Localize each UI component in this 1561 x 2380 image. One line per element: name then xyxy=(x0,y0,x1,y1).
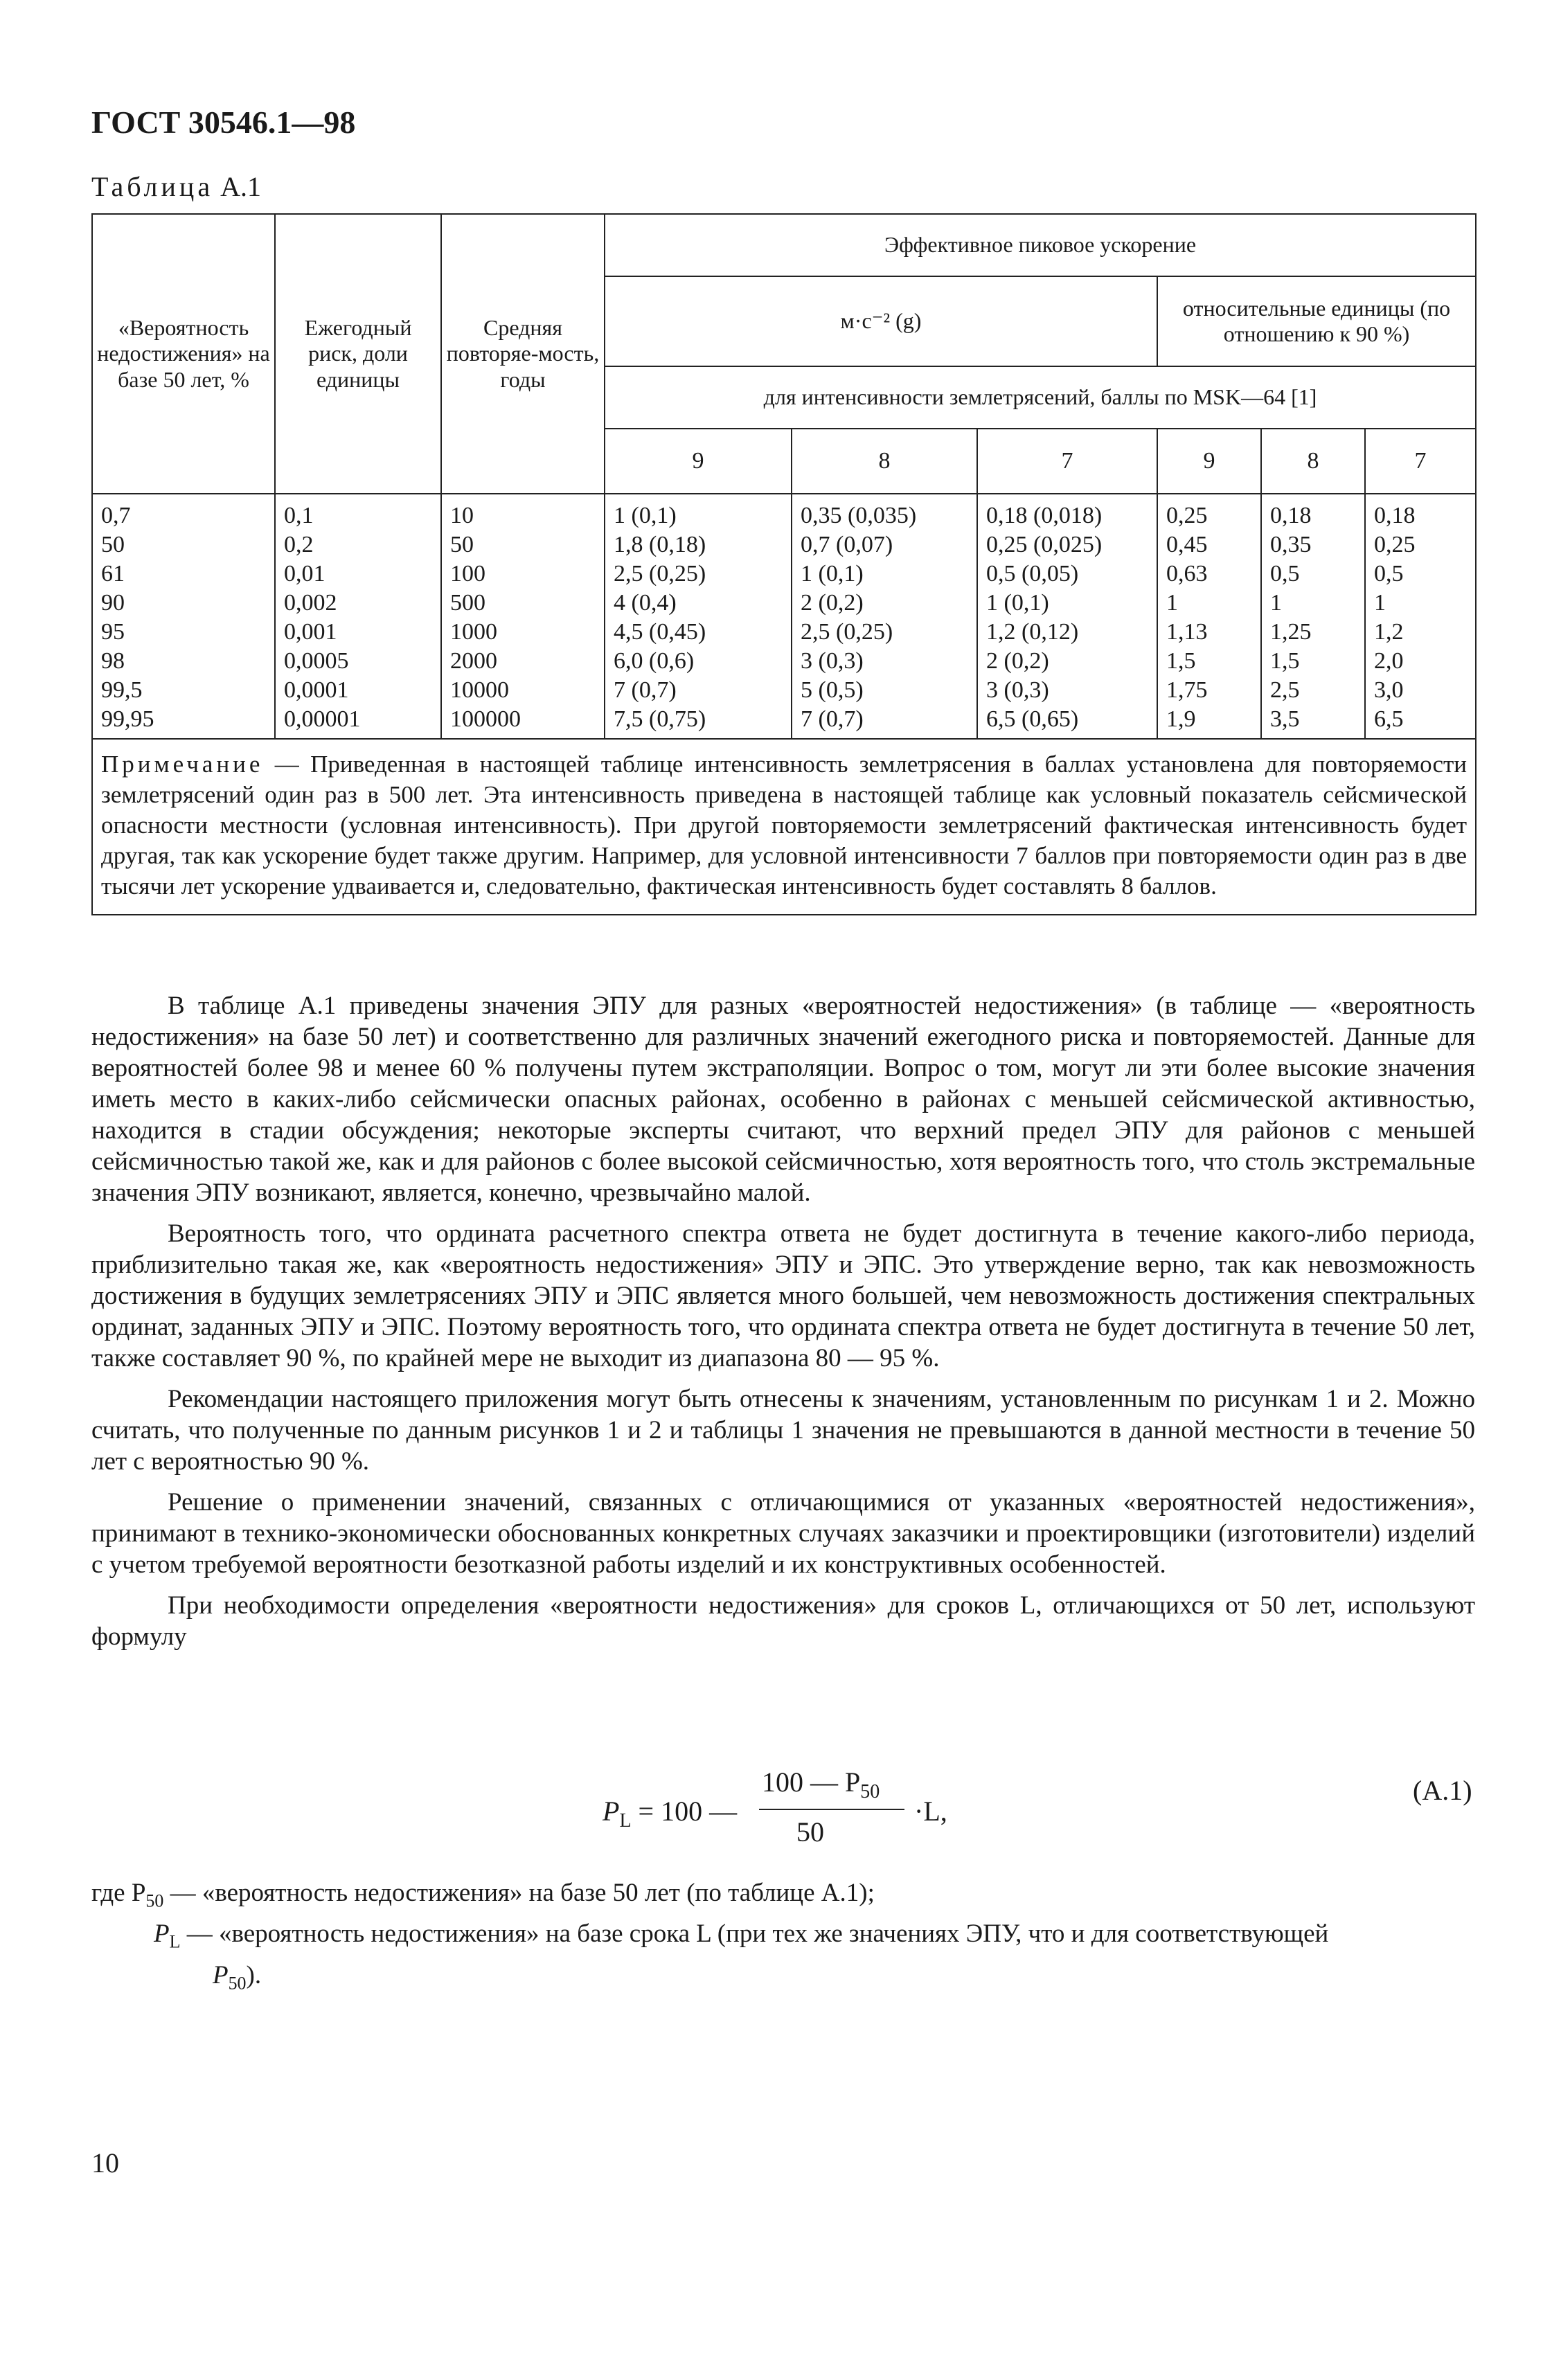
body-text xyxy=(91,990,1475,1662)
subcol-header: 8 xyxy=(792,429,977,494)
header-ms-unit: м·с⁻² (g) xyxy=(605,276,1157,366)
formula-numerator: 100 — $P_{50}$ xyxy=(762,1766,880,1802)
paragraph: Рекомендации настоящего приложения могут быть отнесены к значениям, установленным по рисункам 1 и 2. Можно считать, что полученные по данным рисунков 1 и 2 и таблицы 1 значения не превышаются в данной местности в течение 50 лет с вероятностью 90 %. xyxy=(91,1385,1475,1476)
formula-lhs: $P_L = 100$ — xyxy=(603,1796,738,1832)
col-repeatability: 10 50 100 500 1000 2000 10000 100000 xyxy=(441,494,605,739)
col-probability: 0,7 50 61 90 95 98 99,5 99,95 xyxy=(92,494,275,739)
formula-number: (А.1) xyxy=(1413,1775,1472,1806)
formula-rhs: ·L, xyxy=(914,1796,947,1827)
paragraph: Вероятность того, что ордината расчетного спектра ответа не будет достигнута в течение какого-либо периода, приблизительно такая же, как «вероятность недостижения» ЭПУ и ЭПС. Это утверждение верно, так как невозможность достижения в будущих землетрясениях ЭПУ и ЭПС является много большей, чем невозможность достижения спектральных ординат, заданных ЭПУ и ЭПС. Поэтому вероятность того, что ордината спектра ответа не будет достигнута в течение 50 лет, также составляет 90 %, по крайней мере не выходит из диапазона 80 — 95 %. xyxy=(91,1219,1475,1372)
formula-a1 xyxy=(0,1759,1561,1870)
fraction-line xyxy=(759,1809,904,1810)
note-label: Примечание xyxy=(101,751,264,778)
subcol-header: 7 xyxy=(977,429,1157,494)
subcol-header: 7 xyxy=(1365,429,1476,494)
header-repeatability: Средняя повторяе-мость, годы xyxy=(441,214,605,494)
col-ms-9: 1 (0,1) 1,8 (0,18) 2,5 (0,25) 4 (0,4) 4,5 (0,45) 6,0 (0,6) 7 (0,7) 7,5 (0,75) xyxy=(605,494,792,739)
page-header: ГОСТ 30546.1—98 xyxy=(91,105,356,140)
col-rel-8: 0,18 0,35 0,5 1 1,25 1,5 2,5 3,5 xyxy=(1261,494,1365,739)
header-effective-peak-acceleration: Эффективное пиковое ускорение xyxy=(605,214,1476,276)
table-caption-word: Таблица xyxy=(91,171,214,202)
paragraph: В таблице А.1 приведены значения ЭПУ для разных «вероятностей недостижения» (в таблице — «вероятность недостижения» на базе 50 лет) и соответственно для различных значений ежегодного риска и повторяемостей. Данные для вероятностей более 98 и менее 60 % получены путем экстраполяции. Вопрос о том, могут ли эти более высокие значения иметь место в каких-либо сейсмически опасных районах, особенно в районах с меньшей сейсмической активностью, находится в стадии обсуждения; некоторые эксперты считают, что верхний предел ЭПУ для районов с меньшей сейсмичностью такой же, как и для районов с более высокой сейсмичностью, хотя вероятность того, что столь экстремальные значения ЭПУ возникают, является, конечно, чрезвычайно малой. xyxy=(91,992,1475,1207)
paragraph: При необходимости определения «вероятности недостижения» для сроков L, отличающихся от 50 лет, используют формулу xyxy=(91,1591,1475,1651)
col-ms-8: 0,35 (0,035) 0,7 (0,07) 1 (0,1) 2 (0,2) 2,5 (0,25) 3 (0,3) 5 (0,5) 7 (0,7) xyxy=(792,494,977,739)
header-probability: «Вероятность недостижения» на базе 50 лет, % xyxy=(92,214,275,494)
legend-item: где $P_{50}$ — «вероятность недостижения» на базе 50 лет (по таблице А.1); xyxy=(91,1879,875,1911)
header-relative-units: относительные единицы (по отношению к 90 %) xyxy=(1157,276,1476,366)
col-rel-7: 0,18 0,25 0,5 1 1,2 2,0 3,0 6,5 xyxy=(1365,494,1476,739)
page-number: 10 xyxy=(91,2147,119,2178)
col-rel-9: 0,25 0,45 0,63 1 1,13 1,5 1,75 1,9 xyxy=(1157,494,1261,739)
header-annual-risk: Ежегодный риск, доли единицы xyxy=(275,214,441,494)
subcol-header: 9 xyxy=(1157,429,1261,494)
formula-denominator: 50 xyxy=(796,1816,824,1847)
table-caption-number: А.1 xyxy=(220,171,261,202)
legend-item: $P_{50}$). xyxy=(213,1960,262,1994)
subcol-header: 9 xyxy=(605,429,792,494)
header-intensity: для интенсивности землетрясений, баллы по MSK—64 [1] xyxy=(605,366,1476,429)
subcol-header: 8 xyxy=(1261,429,1365,494)
paragraph: Решение о применении значений, связанных с отличающимися от указанных «вероятностей недостижения», принимают в технико-экономически обоснованных конкретных случаях заказчики и проектировщики (изготовители) изделий с учетом требуемой вероятности безотказной работы изделий и их конструктивных особенностей. xyxy=(91,1488,1475,1579)
table-data-row xyxy=(92,494,1476,739)
table-caption xyxy=(91,170,261,203)
data-table xyxy=(91,213,1477,915)
table-note xyxy=(92,739,1476,915)
formula-legend xyxy=(91,1877,1475,2000)
col-annual-risk: 0,1 0,2 0,01 0,002 0,001 0,0005 0,0001 0,00001 xyxy=(275,494,441,739)
col-ms-7: 0,18 (0,018) 0,25 (0,025) 0,5 (0,05) 1 (0,1) 1,2 (0,12) 2 (0,2) 3 (0,3) 6,5 (0,65) xyxy=(977,494,1157,739)
note-text: — Приведенная в настоящей таблице интенсивность землетрясения в баллах установлена для повторяемости землетрясений один раз в 500 лет. Эта интенсивность приведена в настоящей таблице как условный показатель сейсмической опасности местности (условная интенсивность). При другой повторяемости землетрясений фактическая интенсивность будет другая, так как ускорение будет также другим. Например, для условной интенсивности 7 баллов при повторяемости один раз в две тысячи лет ускорение удваивается и, следовательно, фактическая интенсивность будет составлять 8 баллов. xyxy=(101,751,1468,900)
legend-item: $P_L$ — «вероятность недостижения» на базе срока L (при тех же значениях ЭПУ, что и для соответствующей xyxy=(154,1920,1329,1952)
